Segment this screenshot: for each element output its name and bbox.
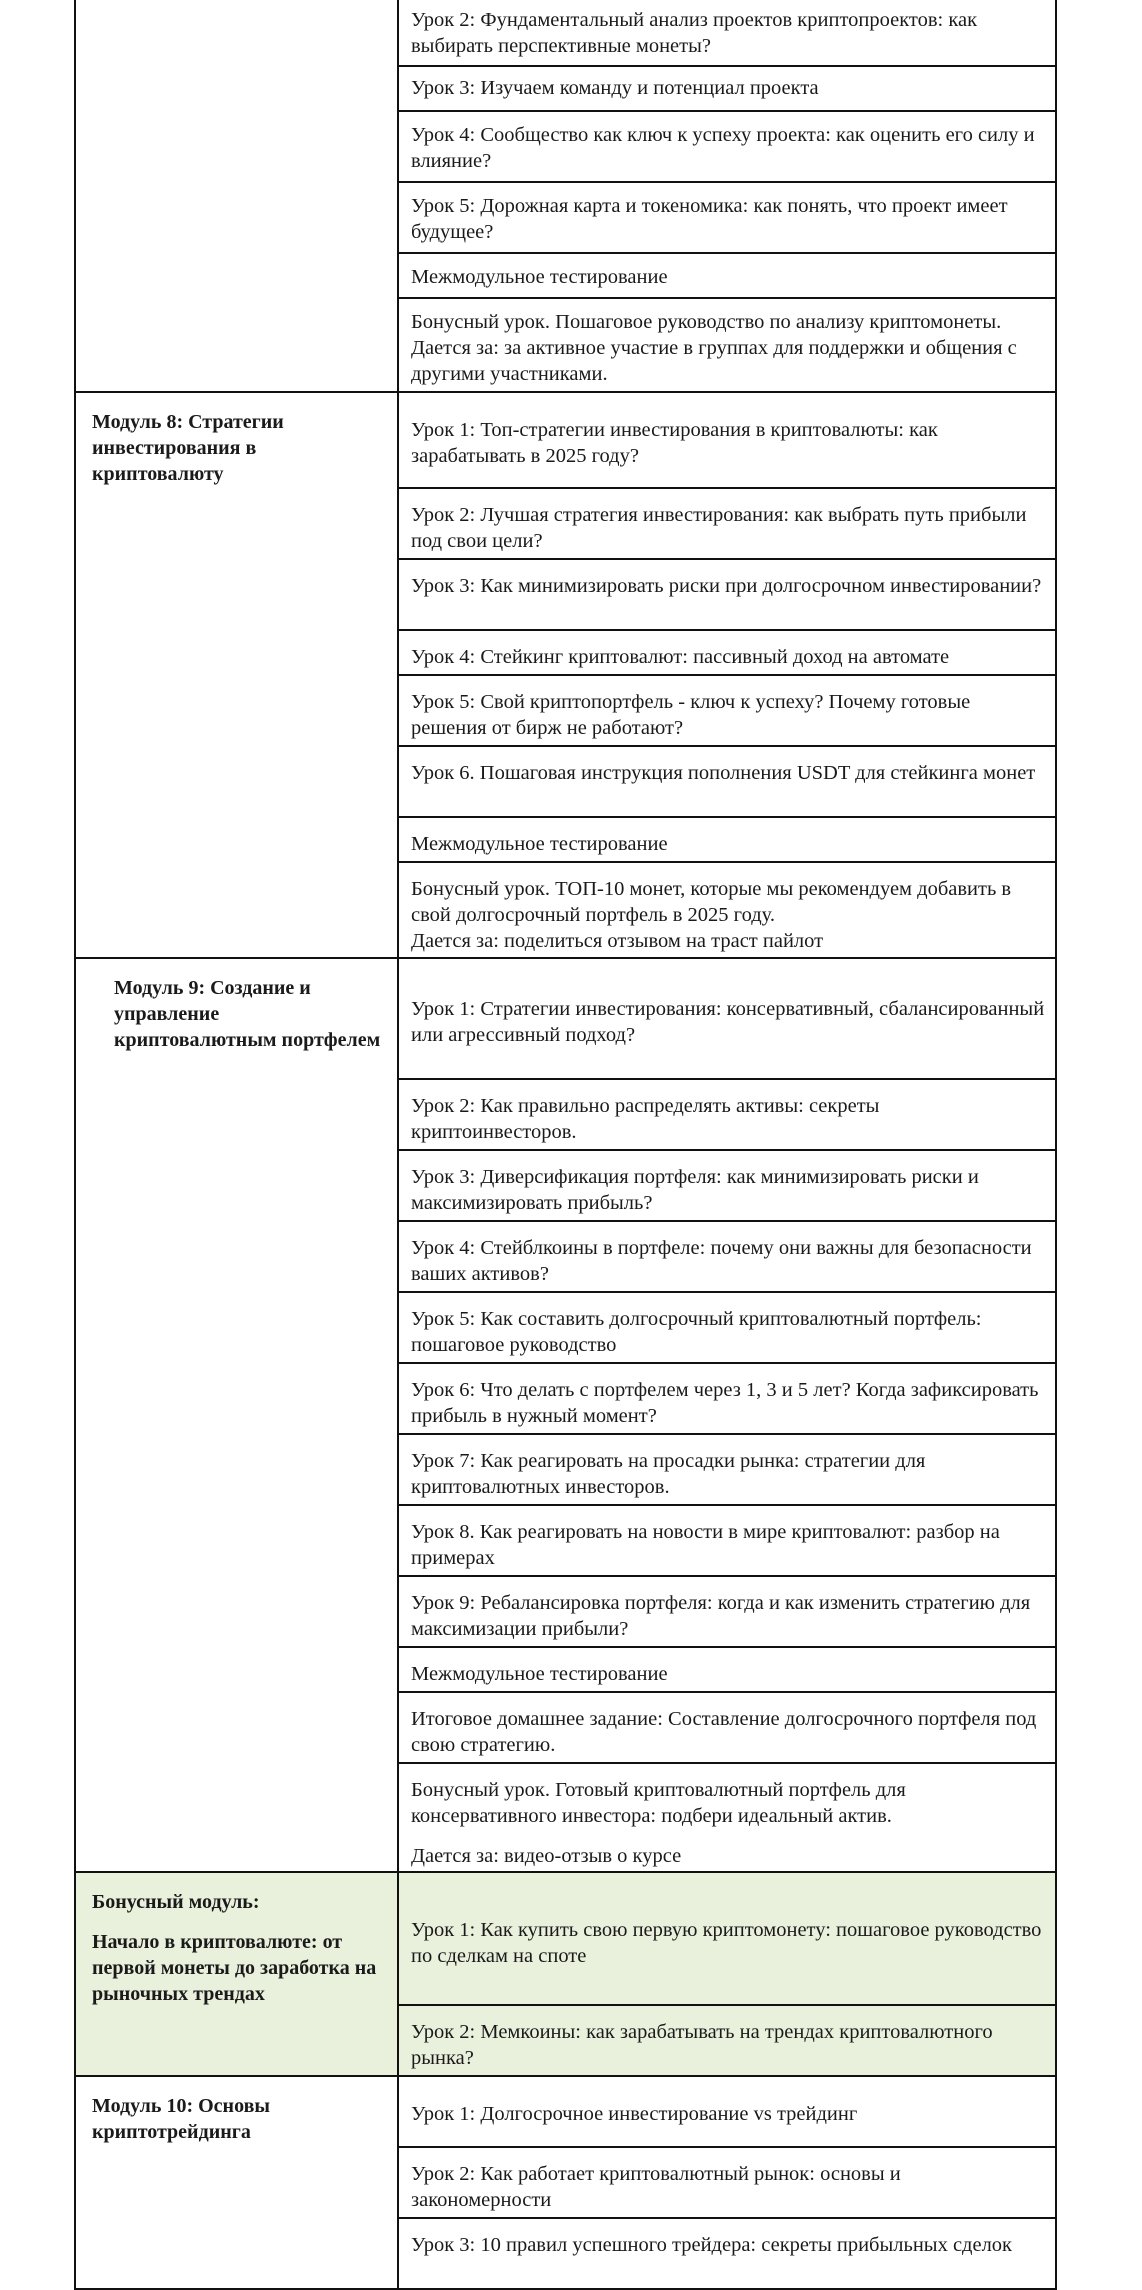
lesson-title: Урок 1: Как купить свою первую криптомонету: пошаговое руководство по сделкам на споте (411, 1919, 1042, 1967)
lesson-title: Урок 3: Диверсификация портфеля: как минимизировать риски и максимизировать прибыль? (411, 1166, 979, 1214)
lesson-row (75, 2076, 1056, 2147)
lesson-title: Межмодульное тестирование (411, 1663, 668, 1685)
lesson-title: Урок 1: Стратегии инвестирования: консервативный, сбалансированный или агрессивный подход? (411, 998, 1045, 1046)
lesson-title: Урок 4: Стейблкоины в портфеле: почему они важны для безопасности ваших активов? (411, 1237, 1032, 1285)
lesson-cell (398, 630, 1056, 675)
lesson-title: Бонусный урок. ТОП-10 монет, которые мы рекомендуем добавить в свой долгосрочный портфель в 2025 году. (411, 878, 1012, 926)
lesson-title: Урок 5: Дорожная карта и токеномика: как понять, что проект имеет будущее? (411, 195, 1008, 243)
lesson-title: Урок 4: Сообщество как ключ к успеху проекта: как оценить его силу и влияние? (411, 124, 1035, 172)
lesson-cell (398, 958, 1056, 1079)
lesson-title: Урок 6. Пошаговая инструкция пополнения USDT для стейкинга монет (411, 762, 1036, 784)
module-title: Модуль 8: Стратегии инвестирования в криптовалюту (92, 411, 284, 485)
lesson-cell (398, 1079, 1056, 1150)
module-cell (75, 2076, 398, 2289)
lesson-cell (398, 2147, 1056, 2218)
lesson-note: Дается за: за активное участие в группах для поддержки и общения с другими участниками. (411, 337, 1017, 385)
lesson-title: Урок 1: Долгосрочное инвестирование vs трейдинг (411, 2103, 858, 2125)
lesson-title: Урок 3: Изучаем команду и потенциал проекта (411, 77, 819, 99)
lesson-title: Бонусный урок. Готовый криптовалютный портфель для консервативного инвестора: подбери идеальный актив. (411, 1779, 906, 1827)
lesson-cell (398, 2076, 1056, 2147)
lesson-title: Урок 5: Как составить долгосрочный криптовалютный портфель: пошаговое руководство (411, 1308, 982, 1356)
lesson-title: Урок 1: Топ-стратегии инвестирования в криптовалюты: как зарабатывать в 2025 году? (411, 419, 938, 467)
lesson-cell (398, 298, 1056, 392)
lesson-cell (398, 392, 1056, 488)
lesson-cell (398, 182, 1056, 253)
lesson-title: Урок 2: Как правильно распределять активы: секреты криптоинвесторов. (411, 1095, 880, 1143)
lesson-cell (398, 1150, 1056, 1221)
lesson-title: Межмодульное тестирование (411, 833, 668, 855)
lesson-cell (398, 1292, 1056, 1363)
lesson-cell (398, 1221, 1056, 1292)
lesson-note: Дается за: поделиться отзывом на траст пайлот (411, 930, 824, 952)
lesson-title: Бонусный урок. Пошаговое руководство по анализу криптомонеты. (411, 311, 1002, 333)
curriculum-table (74, 0, 1057, 2290)
lesson-cell (398, 1363, 1056, 1434)
lesson-title: Урок 6: Что делать с портфелем через 1, 3 и 5 лет? Когда зафиксировать прибыль в нужный момент? (411, 1379, 1039, 1427)
module-cell (75, 0, 398, 392)
lesson-title: Урок 8. Как реагировать на новости в мире криптовалют: разбор на примерах (411, 1521, 1000, 1569)
lesson-cell (398, 1763, 1056, 1872)
module-title: Бонусный модуль: (92, 1891, 260, 1913)
module-cell (75, 1872, 398, 2076)
lesson-cell (398, 675, 1056, 746)
lesson-title: Урок 2: Фундаментальный анализ проектов криптопроектов: как выбирать перспективные монеты? (411, 9, 978, 57)
lesson-cell (398, 111, 1056, 182)
lesson-note: Дается за: видео-отзыв о курсе (411, 1845, 682, 1867)
lesson-cell (398, 559, 1056, 630)
lesson-cell (398, 1576, 1056, 1647)
lesson-cell (398, 1647, 1056, 1692)
lesson-cell (398, 746, 1056, 817)
lesson-cell (398, 1872, 1056, 2005)
lesson-title: Урок 3: Как минимизировать риски при долгосрочном инвестировании? (411, 575, 1042, 597)
lesson-cell (398, 862, 1056, 958)
lesson-row (75, 1872, 1056, 2005)
module-title: Модуль 10: Основы криптотрейдинга (92, 2095, 270, 2143)
lesson-row (75, 392, 1056, 488)
lesson-cell (398, 0, 1056, 66)
module-subtitle: Начало в криптовалюте: от первой монеты до заработка на рыночных трендах (92, 1931, 377, 2005)
lesson-cell (398, 488, 1056, 559)
curriculum-document (74, 0, 1057, 2290)
lesson-cell (398, 2005, 1056, 2076)
lesson-cell (398, 1434, 1056, 1505)
lesson-title: Урок 9: Ребалансировка портфеля: когда и как изменить стратегию для максимизации прибыли? (411, 1592, 1031, 1640)
lesson-title: Межмодульное тестирование (411, 266, 668, 288)
module-title: Модуль 9: Создание и управление криптовалютным портфелем (114, 977, 381, 1051)
lesson-title: Урок 7: Как реагировать на просадки рынка: стратегии для криптовалютных инвесторов. (411, 1450, 926, 1498)
lesson-title: Урок 2: Как работает криптовалютный рынок: основы и закономерности (411, 2163, 901, 2211)
module-cell (75, 392, 398, 958)
lesson-title: Урок 3: 10 правил успешного трейдера: секреты прибыльных сделок (411, 2234, 1013, 2256)
lesson-title: Урок 2: Лучшая стратегия инвестирования: как выбрать путь прибыли под свои цели? (411, 504, 1027, 552)
lesson-row (75, 958, 1056, 1079)
lesson-cell (398, 1505, 1056, 1576)
lesson-title: Итоговое домашнее задание: Составление долгосрочного портфеля под свою стратегию. (411, 1708, 1037, 1756)
lesson-cell (398, 253, 1056, 298)
lesson-cell (398, 66, 1056, 111)
module-cell (75, 958, 398, 1872)
lesson-title: Урок 5: Свой криптопортфель - ключ к успеху? Почему готовые решения от бирж не работают? (411, 691, 971, 739)
lesson-cell (398, 1692, 1056, 1763)
lesson-cell (398, 817, 1056, 862)
lesson-title: Урок 4: Стейкинг криптовалют: пассивный доход на автомате (411, 646, 950, 668)
lesson-cell (398, 2218, 1056, 2289)
lesson-row (75, 0, 1056, 66)
lesson-title: Урок 2: Мемкоины: как зарабатывать на трендах криптовалютного рынка? (411, 2021, 993, 2069)
